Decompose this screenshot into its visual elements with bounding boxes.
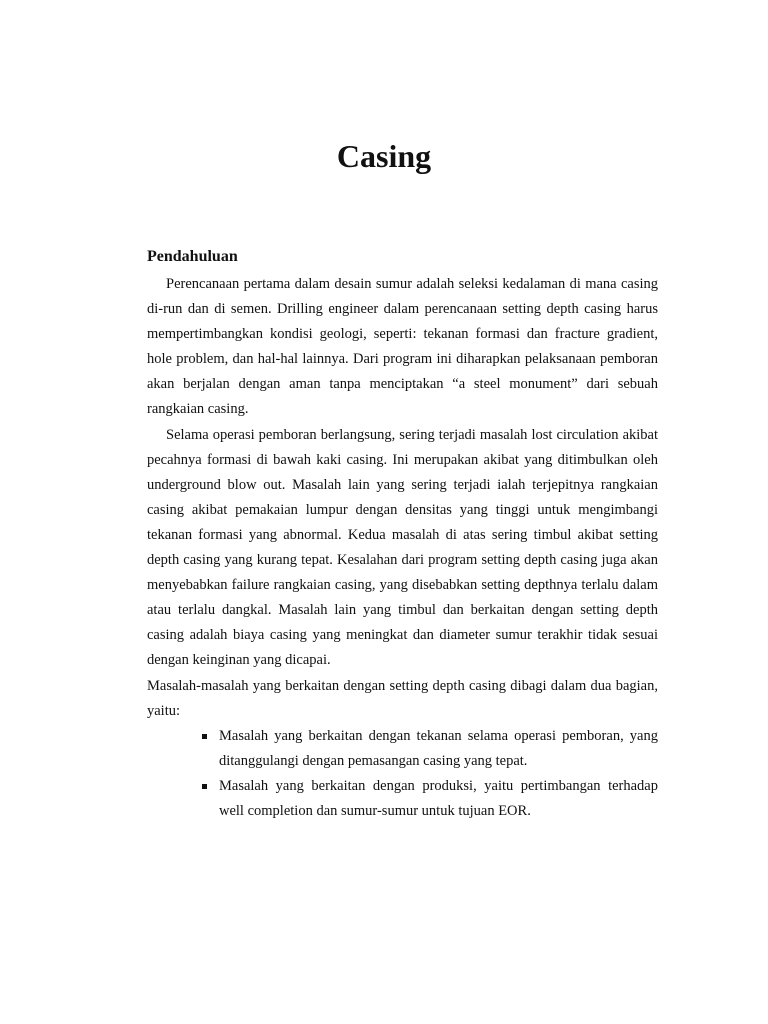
paragraph: Selama operasi pemboran berlangsung, sering terjadi masalah lost circulation akibat pecahnya formasi di bawah kaki casing. Ini merupakan akibat yang ditimbulkan oleh underground blow out. Masalah lain yang sering terjadi ialah terjepitnya rangkaian casing akibat pemakaian lumpur dengan densitas yang tinggi untuk mengimbangi tekanan formasi yang abnormal. Kedua masalah di atas sering timbul akibat setting depth casing yang kurang tepat. Kesalahan dari program setting depth casing juga akan menyebabkan failure rangkaian casing, yang disebabkan setting depthnya terlalu dalam atau terlalu dangkal. Masalah lain yang timbul dan berkaitan dengan setting depth casing adalah biaya casing yang meningkat dan diameter sumur terakhir tidak sesuai dengan keinginan yang dicapai. [147,426,658,669]
section-heading: Pendahuluan [147,248,238,265]
square-bullet-icon [202,784,207,789]
bullet-item [219,724,658,774]
bullet-text: Masalah yang berkaitan dengan produksi, yaitu pertimbangan terhadap well completion dan sumur-sumur untuk tujuan EOR. [219,777,658,819]
bullet-text: Masalah yang berkaitan dengan tekanan selama operasi pemboran, yang ditanggulangi dengan pemasangan casing yang tepat. [219,727,658,769]
page-title: Casing [336,138,432,174]
bullet-item [219,774,658,824]
bullet-list [147,724,658,824]
paragraph: Perencanaan pertama dalam desain sumur adalah seleksi kedalaman di mana casing di-run dan di semen. Drilling engineer dalam perencanaan setting depth casing harus mempertimbangkan kondisi geologi, seperti: tekanan formasi dan fracture gradient, hole problem, dan hal-hal lainnya. Dari program ini diharapkan pelaksanaan pemboran akan berjalan dengan aman tanpa menciptakan “a steel monument” dari sebuah rangkaian casing. [147,276,658,418]
section-body [147,272,658,824]
square-bullet-icon [202,734,207,739]
paragraph: Masalah-masalah yang berkaitan dengan setting depth casing dibagi dalam dua bagian, yaitu: [147,677,658,719]
